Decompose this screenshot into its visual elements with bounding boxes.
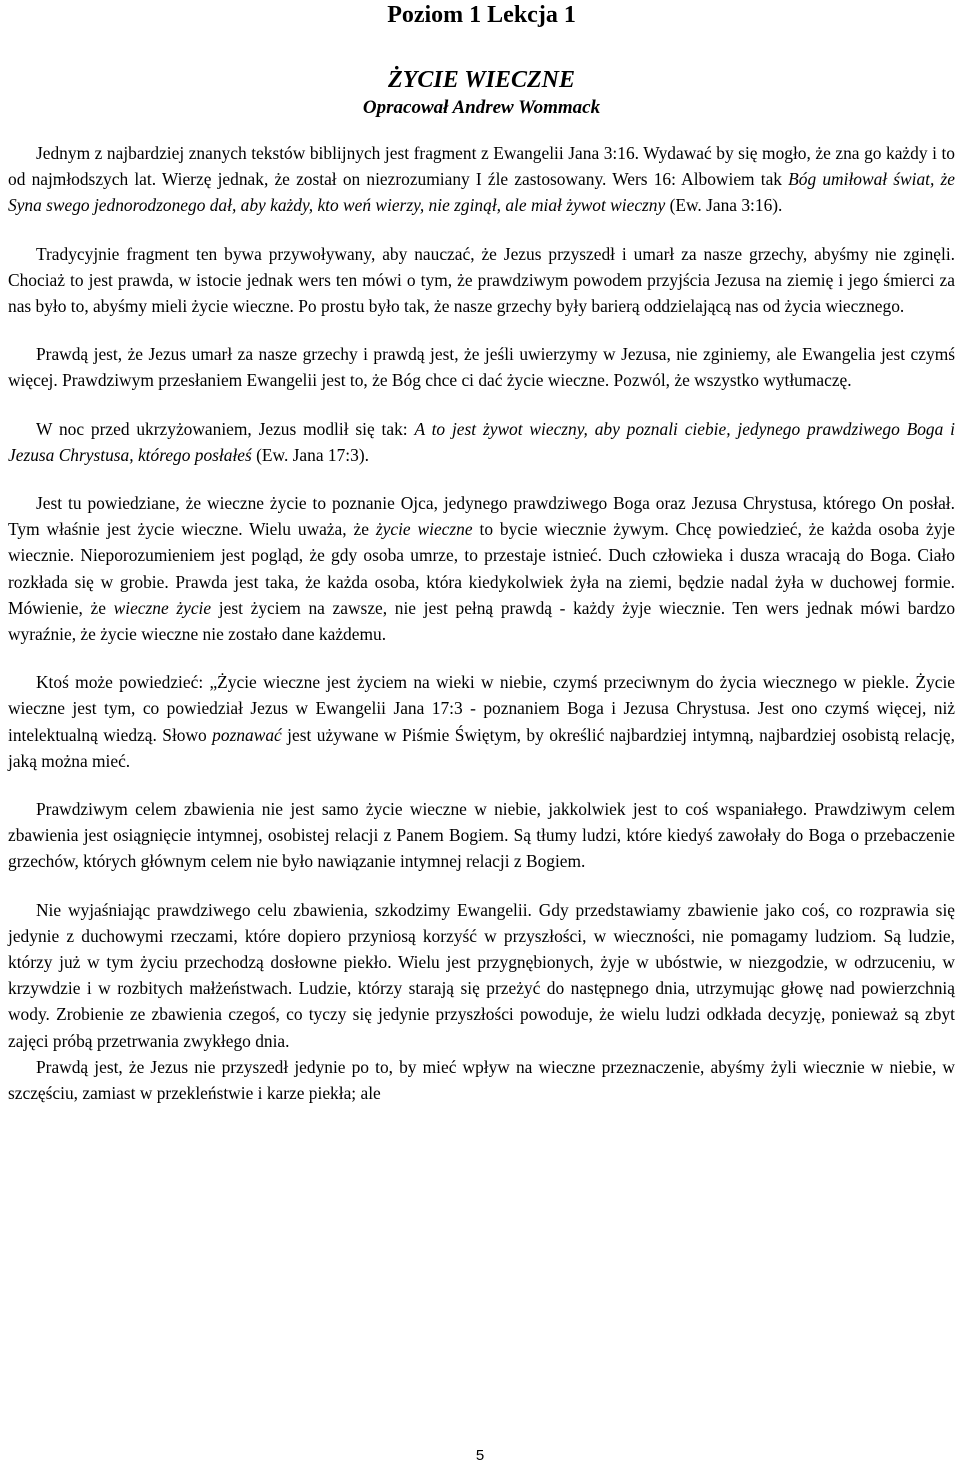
paragraph-8: Nie wyjaśniając prawdziwego celu zbawienia, szkodzimy Ewangelii. Gdy przedstawiamy zbawienie jako coś, co rozprawia się jedynie z duchowymi rzeczami, które dopiero przyniosą korzyść w przyszłości, w wieczności, nie pomagamy ludziom. Są ludzie, którzy już w tym życiu przechodzą dosłowne piekło. Wielu jest przygnębionych, żyje w ubóstwie, w niezgodzie, w odrzuceniu, w krzywdzie i w rozbitych małżeństwach. Ludzie, którzy starają się przeżyć do następnego dnia, utrzymując głowę nad powierzchnią wody. Zrobienie ze zbawienia czegoś, co tyczy się jedynie przyszłości powoduje, że wielu ludzi odkłada decyzję, ponieważ są zbyt zajęci próbą przetrwania zwykłego dnia.	[8, 899, 955, 1051]
paragraph-6-emphasis: poznawać	[212, 724, 282, 745]
document-body	[8, 140, 955, 1106]
paragraph-4-reference: (Ew. Jana 17:3).	[251, 444, 369, 465]
paragraph-3: Prawdą jest, że Jezus umarł za nasze grzechy i prawdą jest, że jeśli uwierzymy w Jezusa, nie zginiemy, ale Ewangelia jest czymś więcej. Prawdziwym przesłaniem Ewangelii jest to, że Bóg chce ci dać życie wieczne. Pozwól, że wszystko wytłumaczę.	[8, 344, 955, 391]
paragraph-5-emphasis-b: wieczne życie	[113, 597, 212, 618]
paragraph-5	[8, 490, 955, 647]
paragraph-6	[8, 669, 955, 774]
paragraph-9: Prawdą jest, że Jezus nie przyszedł jedynie po to, by mieć wpływ na wieczne przeznaczenie, abyśmy żyli wiecznie w niebie, w szczęściu, zamiast w przekleństwie i karze piekła; ale	[8, 1056, 955, 1104]
paragraph-4-text: W noc przed ukrzyżowaniem, Jezus modlił się tak:	[36, 418, 415, 439]
paragraph-5-text-c: jest życiem na zawsze, nie jest pełną prawdą - każdy żyje wiecznie. Ten wers jednak mówi bardzo wyraźnie, że życie wieczne nie zostało dane każdemu.	[8, 597, 956, 645]
paragraph-5-text-b: to bycie wiecznie żywym. Chcę powiedzieć, że każda osoba żyje wiecznie. Nieporozumieniem jest pogląd, że gdy osoba umrze, to przestaje istnieć. Duch człowieka i dusza wracają do Boga. Ciało rozkłada się w grobie. Prawda jest taka, że każda osoba, która kiedykolwiek żyła na ziemi, będzie nadal żyła w duchowej formie. Mówienie, że	[8, 519, 955, 618]
document-page	[8, 0, 955, 1106]
paragraph-1-reference: (Ew. Jana 3:16).	[665, 195, 783, 216]
paragraph-4	[8, 416, 955, 468]
paragraph-1-quote: Bóg umiłował świat, że Syna swego jednorodzonego dał, aby każdy, kto weń wierzy, nie zginął, ale miał żywot wieczny	[8, 169, 956, 216]
level-title: Poziom 1 Lekcja 1	[387, 2, 576, 28]
paragraph-6-text-b: jest używane w Piśmie Świętym, by określić najbardziej intymną, najbardziej osobistą relację, jaką można mieć.	[8, 724, 955, 771]
page-number: 5	[475, 1447, 485, 1464]
document-title: ŻYCIE WIECZNE	[388, 67, 575, 93]
paragraph-5-text-a: Jest tu powiedziane, że wieczne życie to poznanie Ojca, jedynego prawdziwego Boga oraz Jezusa Chrystusa, którego On posłał. Tym właśnie jest życie wieczne. Wielu uważa, że	[8, 493, 955, 540]
paragraph-1-text: Jednym z najbardziej znanych tekstów biblijnych jest fragment z Ewangelii Jana 3:16. Wydawać by się mogło, że zna go każdy i to od najmłodszych lat. Wierzę jednak, że został on niezrozumiany I źle zastosowany. Wers 16: Albowiem tak	[8, 143, 955, 190]
paragraph-1	[8, 140, 955, 219]
paragraph-6-text-a: Ktoś może powiedzieć: „Życie wieczne jest życiem na wieki w niebie, czymś przeciwnym do życia wiecznego w piekle. Życie wieczne jest tym, co powiedział Jezus w Ewangelii Jana 17:3 - poznaniem Boga i Jezusa Chrystusa. Jest ono czymś więcej, niż intelektualną wiedzą. Słowo	[8, 672, 955, 745]
paragraph-4-quote: A to jest żywot wieczny, aby poznali ciebie, jedynego prawdziwego Boga i Jezusa Chrystusa, którego posłałeś	[8, 418, 955, 465]
paragraph-5-emphasis-a: życie wieczne	[375, 519, 473, 540]
document-author: Opracował Andrew Wommack	[362, 97, 601, 118]
paragraph-7: Prawdziwym celem zbawienia nie jest samo życie wieczne w niebie, jakkolwiek jest to coś wspaniałego. Prawdziwym celem zbawienia jest osiągnięcie intymnej, osobistej relacji z Panem Bogiem. Są tłumy ludzi, które kiedyś zawołały do Boga o przebaczenie grzechów, których głównym celem nie było nawiązanie intymnej relacji z Bogiem.	[8, 799, 955, 872]
paragraph-2: Tradycyjnie fragment ten bywa przywoływany, aby nauczać, że Jezus przyszedł i umarł za nasze grzechy, abyśmy nie zginęli. Chociaż to jest prawda, w istocie jednak wers ten mówi o tym, że prawdziwym powodem przyjścia Jezusa na ziemię i jego śmierci za nas było to, abyśmy mieli życie wieczne. Po prostu było tak, że nasze grzechy były barierą oddzielającą nas od życia wiecznego.	[8, 243, 955, 317]
